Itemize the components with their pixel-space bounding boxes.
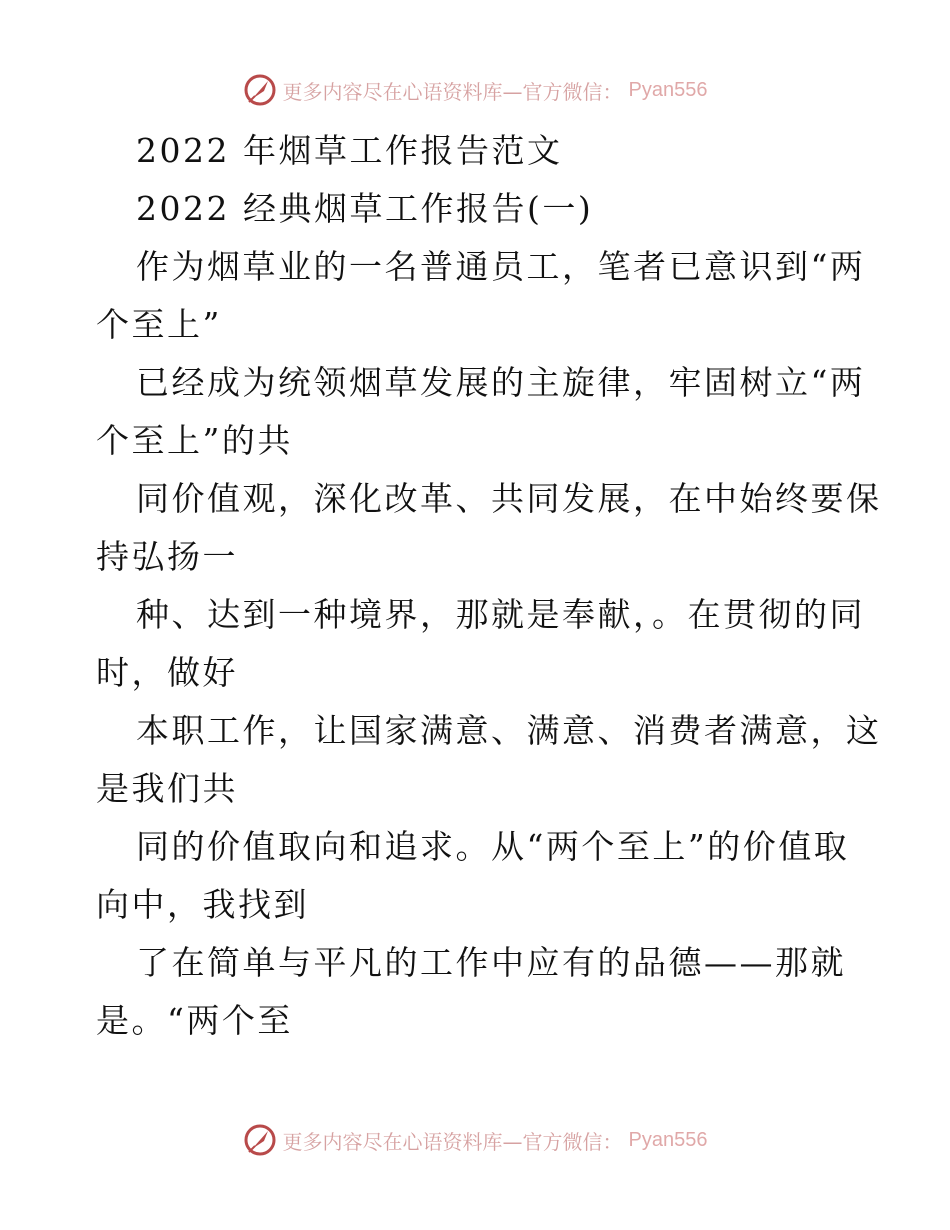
doc-line: 向中，我找到 <box>96 885 309 924</box>
doc-line: 个至上”的共 <box>96 421 293 460</box>
footer-watermark <box>0 1120 950 1160</box>
header-watermark-text: 更多内容尽在心语资料库—官方微信： <box>282 79 623 104</box>
header-watermark <box>0 70 950 110</box>
doc-line: 时，做好 <box>96 653 238 692</box>
doc-line: 持弘扬一 <box>96 537 238 576</box>
footer-watermark-id: Pyan556 <box>628 1128 708 1151</box>
doc-line: 个至上” <box>96 305 222 344</box>
doc-line: 本职工作，让国家满意、满意、消费者满意，这 <box>136 711 882 750</box>
doc-line: 是我们共 <box>96 769 238 808</box>
doc-line: 了在简单与平凡的工作中应有的品德——那就 <box>136 943 846 982</box>
doc-line: 是。“两个至 <box>96 1001 293 1040</box>
doc-line: 作为烟草业的一名普通员工，笔者已意识到“两 <box>136 247 866 286</box>
footer-watermark-text: 更多内容尽在心语资料库—官方微信： <box>282 1129 623 1154</box>
doc-title: 2022 年烟草工作报告范文 <box>136 131 563 170</box>
doc-subtitle: 2022 经典烟草工作报告(一) <box>136 189 594 228</box>
doc-line: 种、达到一种境界，那就是奉献，。在贯彻的同 <box>136 595 865 634</box>
document-body <box>96 122 882 1050</box>
header-watermark-id: Pyan556 <box>628 78 708 101</box>
feather-pen-logo-icon <box>243 73 277 107</box>
feather-pen-logo-icon <box>243 1123 277 1157</box>
doc-line: 同价值观，深化改革、共同发展，在中始终要保 <box>136 479 882 518</box>
doc-line: 已经成为统领烟草发展的主旋律，牢固树立“两 <box>136 363 866 402</box>
doc-line: 同的价值取向和追求。从“两个至上”的价值取 <box>136 827 850 866</box>
